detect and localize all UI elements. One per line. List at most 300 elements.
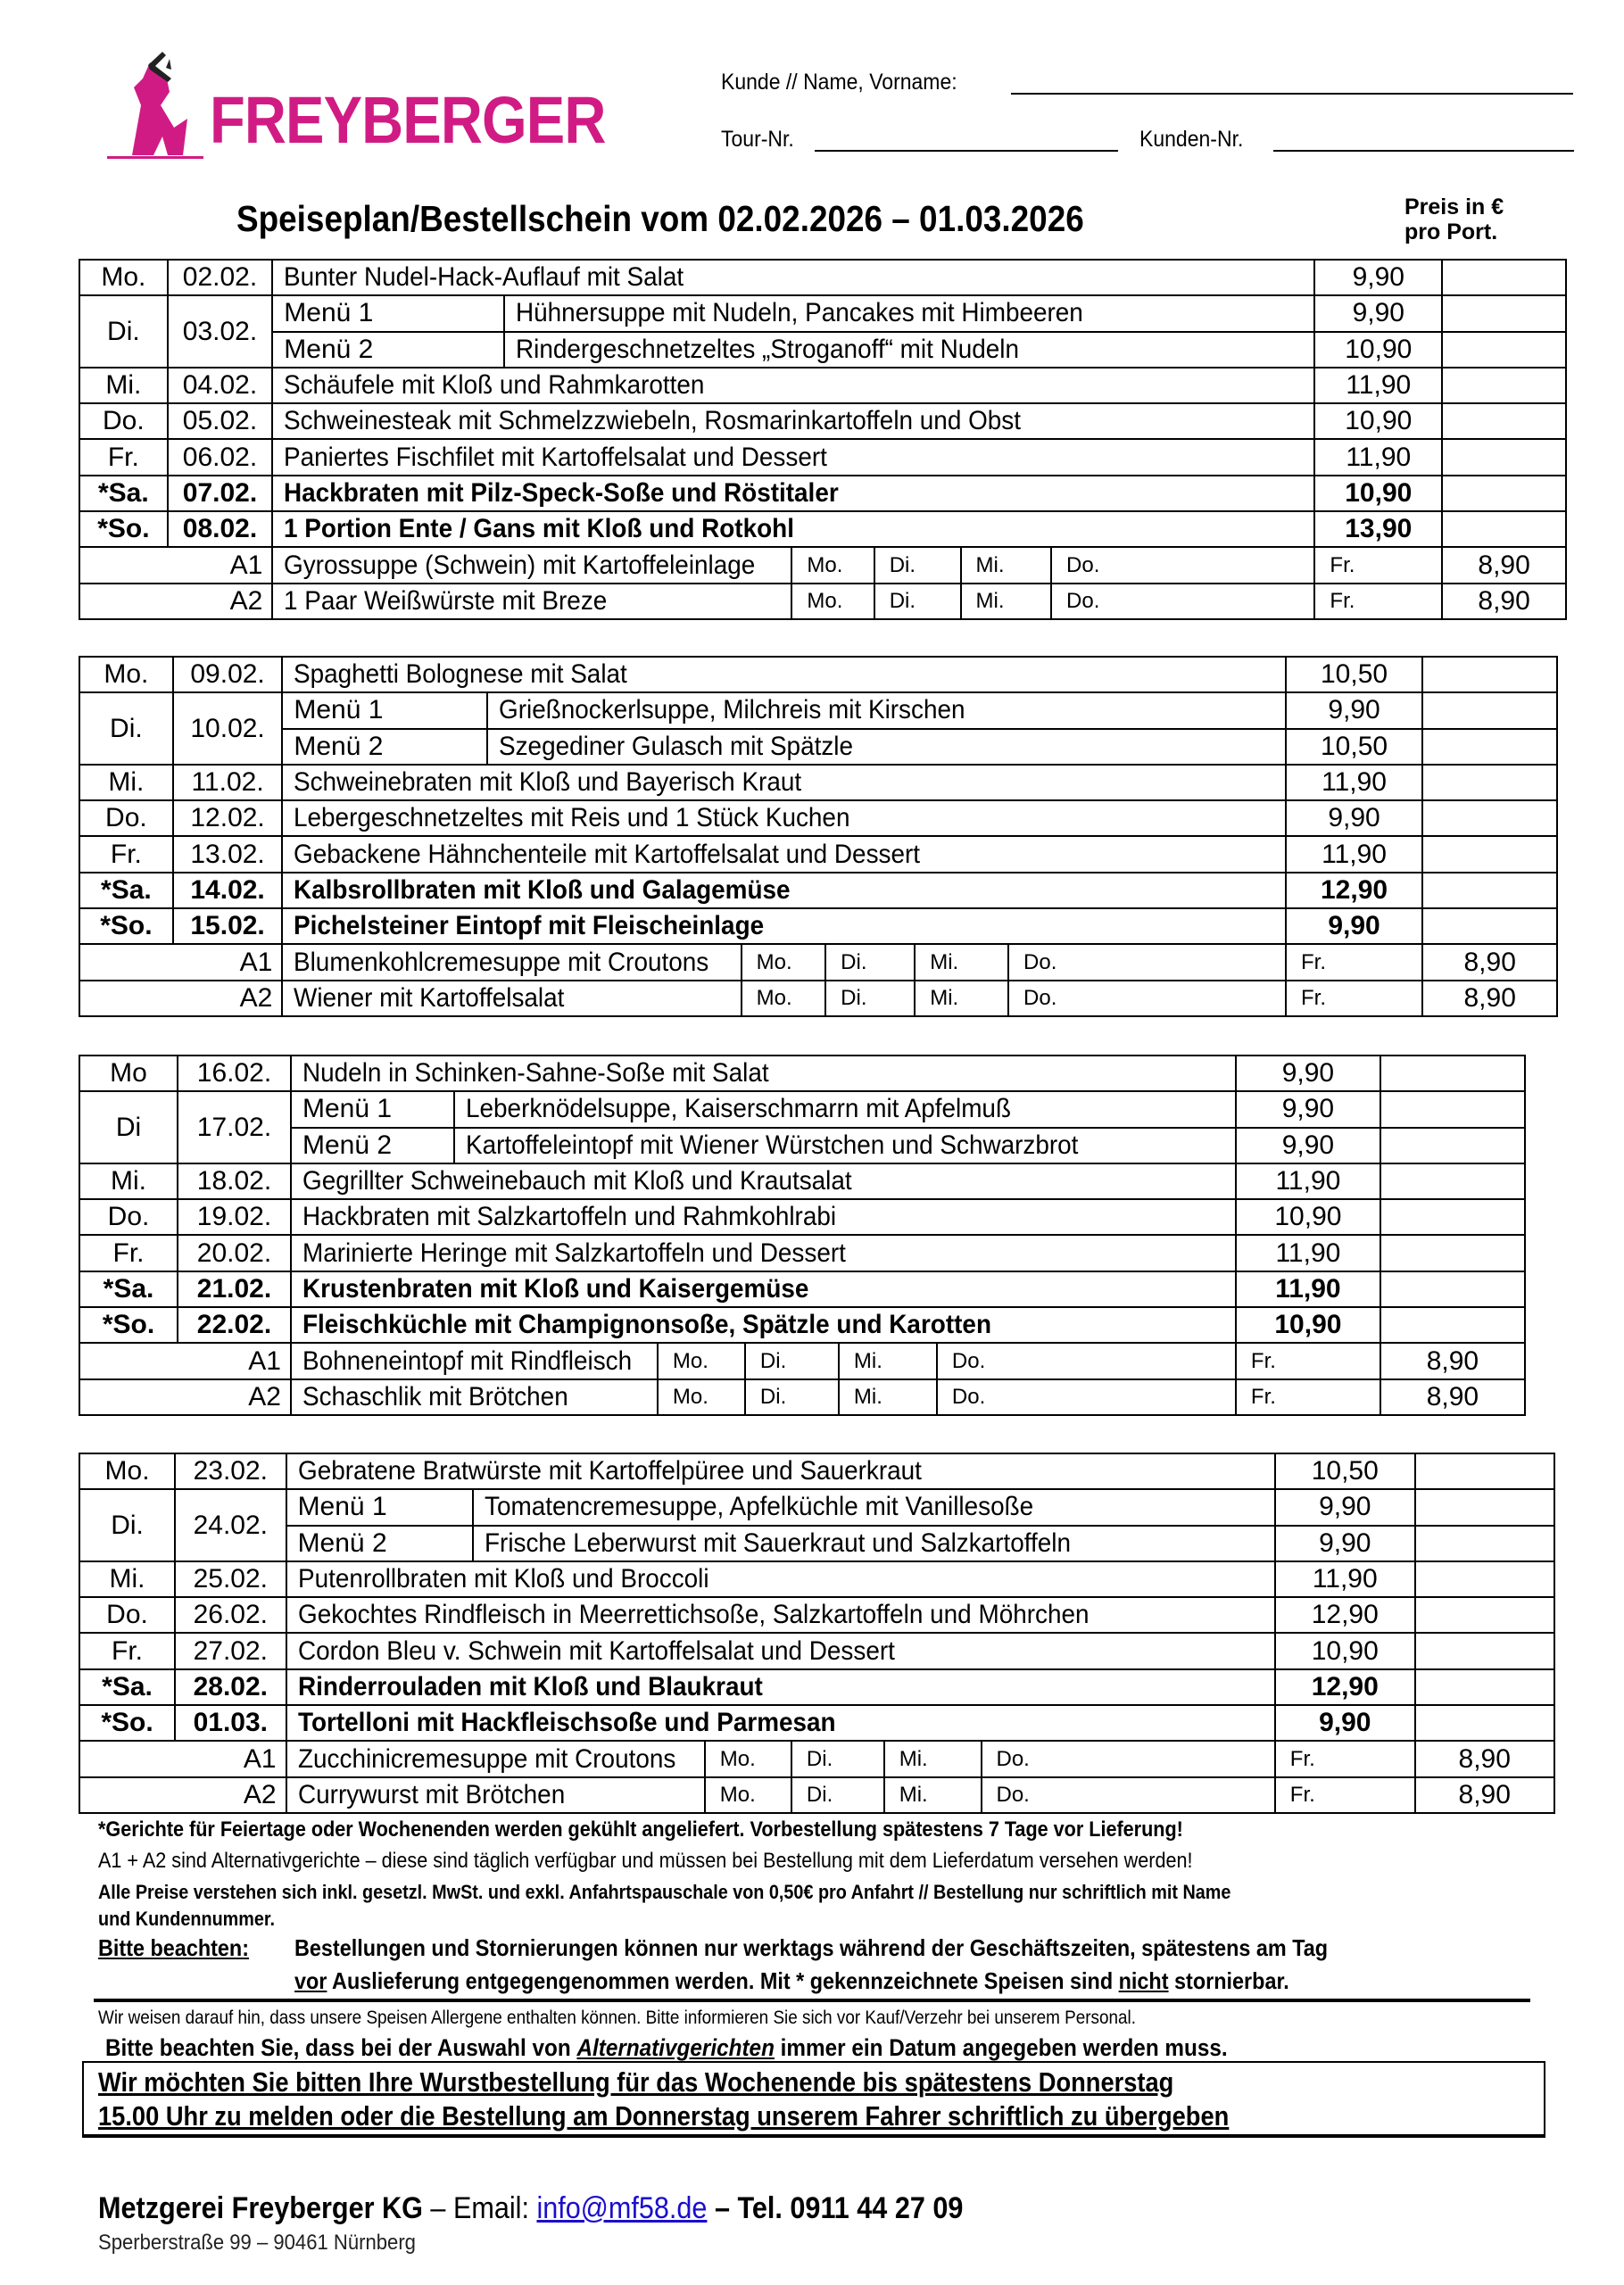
price-cell: 11,90 — [1314, 439, 1442, 475]
alternative-row — [79, 981, 1623, 1016]
price-cell: 8,90 — [1422, 981, 1557, 1016]
dish-cell — [282, 873, 1286, 908]
date-cell: 10.02. — [173, 692, 283, 765]
weekday-checkbox[interactable]: Do. — [1008, 944, 1286, 980]
menu-label: Menü 1 — [272, 295, 504, 331]
dish-text: Currywurst mit Brötchen — [297, 1779, 565, 1809]
alternative-dish — [286, 1777, 705, 1813]
quantity-field[interactable] — [1415, 1561, 1554, 1597]
weekday-checkbox[interactable]: Do. — [1051, 584, 1314, 619]
dish-text: Rindergeschnetzeltes „Stroganoff“ mit Nudeln — [515, 334, 1019, 364]
dish-cell — [454, 1091, 1236, 1127]
date-cell: 13.02. — [173, 836, 283, 872]
weekday-checkbox[interactable]: Mo. — [742, 944, 826, 980]
company-name: Metzgerei Freyberger KG — [98, 2191, 423, 2225]
dish-text: Schweinesteak mit Schmelzzwiebeln, Rosmarinkartoffeln und Obst — [284, 406, 1022, 436]
menu-row — [79, 729, 1623, 765]
day-cell: Do. — [79, 1597, 175, 1633]
quantity-field[interactable] — [1380, 1091, 1525, 1127]
weekday-checkbox[interactable]: Fr. — [1236, 1379, 1380, 1415]
brand-logo — [107, 52, 607, 163]
quantity-field[interactable] — [1380, 1271, 1525, 1307]
date-note-a: Bitte beachten Sie, dass bei der Auswahl von — [105, 2034, 577, 2061]
price-cell: 9,90 — [1286, 908, 1422, 944]
date-cell: 11.02. — [173, 765, 283, 800]
dish-cell — [291, 1271, 1236, 1307]
week-table — [79, 1055, 1599, 1416]
customer-name-label: Kunde // Name, Vorname: — [721, 70, 957, 95]
quantity-field[interactable] — [1442, 403, 1566, 439]
day-cell: Mo. — [79, 260, 168, 295]
day-cell: Mo. — [79, 657, 173, 692]
price-cell: 11,90 — [1314, 368, 1442, 403]
note-weekend: *Gerichte für Feiertage oder Wochenenden werden gekühlt angeliefert. Vorbestellung spätestens 7 Tage vor Lieferung! — [98, 1817, 1183, 1842]
price-cell: 11,90 — [1286, 765, 1422, 800]
attention-line2a: Auslieferung entgegengenommen werden. Mit * gekennzeichnete Speisen sind — [327, 1967, 1119, 1994]
date-cell: 19.02. — [178, 1199, 291, 1235]
dish-cell — [286, 1561, 1275, 1597]
dish-text: Spaghetti Bolognese mit Salat — [294, 659, 628, 690]
alternative-code: A1 — [79, 1343, 291, 1378]
weekday-checkbox[interactable]: Mo. — [791, 547, 874, 583]
quantity-field[interactable] — [1415, 1489, 1554, 1525]
footer-address: Sperberstraße 99 – 90461 Nürnberg — [98, 2231, 416, 2255]
weekday-checkbox[interactable]: Mi. — [961, 584, 1052, 619]
sausage-line2: 15.00 Uhr zu melden oder die Bestellung am Donnerstag unserem Fahrer schriftlich zu übergeben — [98, 2100, 1230, 2132]
bull-logo-icon — [107, 52, 205, 163]
dish-text: Schaschlik mit Brötchen — [302, 1381, 568, 1412]
price-cell: 8,90 — [1442, 547, 1566, 583]
empty-cell — [1554, 1741, 1623, 1776]
dish-cell — [473, 1526, 1275, 1561]
weekday-checkbox[interactable]: Fr. — [1314, 584, 1442, 619]
weekday-checkbox[interactable]: Di. — [874, 584, 961, 619]
day-cell: *So. — [79, 1307, 178, 1343]
weekday-checkbox[interactable]: Mo. — [658, 1379, 745, 1415]
day-row — [79, 1235, 1598, 1271]
date-cell: 14.02. — [173, 873, 283, 908]
date-cell: 08.02. — [168, 511, 273, 547]
day-row — [79, 439, 1623, 475]
price-cell: 9,90 — [1275, 1489, 1415, 1525]
day-row — [79, 800, 1623, 836]
quantity-field[interactable] — [1380, 1128, 1525, 1163]
dish-text: Leberknödelsuppe, Kaiserschmarrn mit Apfelmuß — [466, 1094, 1012, 1124]
empty-cell — [1566, 584, 1623, 619]
date-cell: 02.02. — [168, 260, 273, 295]
alternative-row — [79, 1379, 1598, 1415]
day-row — [79, 765, 1623, 800]
price-cell: 10,90 — [1275, 1633, 1415, 1668]
quantity-field[interactable] — [1415, 1453, 1554, 1489]
alternative-code: A1 — [79, 1741, 286, 1776]
price-cell: 8,90 — [1422, 944, 1557, 980]
quantity-field[interactable] — [1380, 1307, 1525, 1343]
quantity-field[interactable] — [1442, 439, 1566, 475]
date-cell: 21.02. — [178, 1271, 291, 1307]
dish-text: 1 Paar Weißwürste mit Breze — [284, 585, 608, 616]
price-cell: 10,90 — [1314, 476, 1442, 511]
quantity-field[interactable] — [1380, 1163, 1525, 1199]
alternative-dish — [272, 547, 791, 583]
day-row — [79, 1307, 1598, 1343]
dish-cell — [282, 800, 1286, 836]
date-cell: 09.02. — [173, 657, 283, 692]
dish-cell — [272, 439, 1314, 475]
price-cell: 8,90 — [1442, 584, 1566, 619]
date-cell: 27.02. — [175, 1633, 286, 1668]
day-row — [79, 1271, 1598, 1307]
quantity-field[interactable] — [1415, 1526, 1554, 1561]
empty-cell — [1525, 1379, 1598, 1415]
day-row — [79, 1453, 1623, 1489]
dish-text: Hackbraten mit Salzkartoffeln und Rahmkohlrabi — [302, 1202, 837, 1232]
dish-cell — [272, 403, 1314, 439]
alternative-row — [79, 584, 1623, 619]
weekday-checkbox[interactable]: Do. — [1051, 547, 1314, 583]
day-cell: Mo — [79, 1056, 178, 1091]
dish-text: Fleischküchle mit Champignonsoße, Spätzle und Karotten — [302, 1310, 992, 1340]
footer-contact — [98, 2191, 963, 2226]
weekday-checkbox[interactable]: Do. — [982, 1777, 1275, 1813]
menu-row — [79, 1128, 1598, 1163]
date-cell: 04.02. — [168, 368, 273, 403]
dish-text: Cordon Bleu v. Schwein mit Kartoffelsalat und Dessert — [297, 1635, 895, 1666]
weekday-checkbox[interactable]: Do. — [1008, 981, 1286, 1016]
day-cell: Mi. — [79, 368, 168, 403]
weekday-checkbox[interactable]: Mi. — [839, 1379, 937, 1415]
weekday-checkbox[interactable]: Mi. — [884, 1777, 982, 1813]
dish-text: Tortelloni mit Hackfleischsoße und Parmesan — [297, 1708, 836, 1738]
weekday-checkbox[interactable]: Mi. — [961, 547, 1052, 583]
day-row — [79, 1561, 1623, 1597]
price-cell: 10,50 — [1286, 657, 1422, 692]
price-cell: 8,90 — [1380, 1379, 1525, 1415]
dish-cell — [272, 511, 1314, 547]
day-cell: Fr. — [79, 836, 173, 872]
weekday-checkbox[interactable]: Mi. — [884, 1741, 982, 1776]
price-header-line1: Preis in € — [1404, 195, 1504, 219]
price-cell: 11,90 — [1286, 836, 1422, 872]
weekday-checkbox[interactable]: Mo. — [705, 1777, 791, 1813]
dish-cell — [286, 1633, 1275, 1668]
email-link[interactable]: info@mf58.de — [536, 2191, 708, 2225]
dish-text: Zucchinicremesuppe mit Croutons — [297, 1743, 675, 1774]
date-cell: 17.02. — [178, 1091, 291, 1163]
dish-cell — [286, 1597, 1275, 1633]
day-row — [79, 1705, 1623, 1741]
quantity-field[interactable] — [1422, 908, 1557, 944]
date-note-b: immer ein Datum angegeben werden muss. — [774, 2034, 1228, 2061]
price-cell: 12,90 — [1286, 873, 1422, 908]
day-row — [79, 836, 1623, 872]
alternative-code: A1 — [79, 547, 272, 583]
dish-text: Frische Leberwurst mit Sauerkraut und Salzkartoffeln — [484, 1527, 1071, 1558]
dish-text: Marinierte Heringe mit Salzkartoffeln und Dessert — [302, 1238, 846, 1268]
quantity-field[interactable] — [1442, 511, 1566, 547]
price-cell: 11,90 — [1236, 1271, 1380, 1307]
customer-number-field[interactable] — [1273, 150, 1574, 152]
dish-cell — [487, 692, 1286, 728]
menu-row — [79, 332, 1623, 368]
menu-label: Menü 1 — [282, 692, 486, 728]
date-cell: 22.02. — [178, 1307, 291, 1343]
quantity-field[interactable] — [1442, 368, 1566, 403]
sausage-order-notice — [82, 2061, 1545, 2138]
day-cell: Mi. — [79, 1561, 175, 1597]
dish-text: Gebratene Bratwürste mit Kartoffelpüree und Sauerkraut — [297, 1456, 922, 1486]
empty-cell — [1566, 547, 1623, 583]
dish-text: Bunter Nudel-Hack-Auflauf mit Salat — [284, 262, 684, 293]
price-cell: 9,90 — [1236, 1091, 1380, 1127]
date-cell: 15.02. — [173, 908, 283, 944]
quantity-field[interactable] — [1442, 476, 1566, 511]
date-cell: 12.02. — [173, 800, 283, 836]
price-cell: 9,90 — [1314, 260, 1442, 295]
weekday-checkbox[interactable]: Fr. — [1275, 1777, 1415, 1813]
quantity-field[interactable] — [1422, 800, 1557, 836]
day-cell: Mo. — [79, 1453, 175, 1489]
empty-cell — [1554, 1777, 1623, 1813]
day-row — [79, 476, 1623, 511]
weekday-checkbox[interactable]: Do. — [937, 1379, 1236, 1415]
day-cell: Fr. — [79, 439, 168, 475]
price-cell: 8,90 — [1415, 1777, 1554, 1813]
quantity-field[interactable] — [1442, 332, 1566, 368]
price-cell: 10,90 — [1314, 403, 1442, 439]
dish-cell — [272, 260, 1314, 295]
price-cell: 12,90 — [1275, 1597, 1415, 1633]
date-cell: 03.02. — [168, 295, 273, 368]
alternative-code: A2 — [79, 981, 282, 1016]
weekday-checkbox[interactable]: Fr. — [1314, 547, 1442, 583]
date-cell: 25.02. — [175, 1561, 286, 1597]
price-cell: 13,90 — [1314, 511, 1442, 547]
note-date-required — [105, 2034, 1228, 2062]
menu-row — [79, 1489, 1623, 1525]
price-cell: 10,90 — [1236, 1199, 1380, 1235]
weekday-checkbox[interactable]: Mi. — [915, 944, 1008, 980]
date-cell: 24.02. — [175, 1489, 286, 1561]
day-row — [79, 260, 1623, 295]
date-cell: 05.02. — [168, 403, 273, 439]
dish-cell — [291, 1307, 1236, 1343]
dish-text: Nudeln in Schinken-Sahne-Soße mit Salat — [302, 1058, 769, 1089]
empty-cell — [1557, 981, 1623, 1016]
day-row — [79, 511, 1623, 547]
day-cell: Di — [79, 1091, 178, 1163]
quantity-field[interactable] — [1442, 260, 1566, 295]
brand-name: FREYBERGER — [210, 83, 606, 157]
quantity-field[interactable] — [1380, 1056, 1525, 1091]
date-cell: 06.02. — [168, 439, 273, 475]
weekday-checkbox[interactable]: Do. — [982, 1741, 1275, 1776]
dish-text: Schäufele mit Kloß und Rahmkarotten — [284, 370, 705, 401]
weekday-checkbox[interactable]: Fr. — [1286, 944, 1422, 980]
dish-cell — [282, 908, 1286, 944]
alternative-row — [79, 1343, 1598, 1378]
attention-label-text: Bitte beachten: — [98, 1934, 250, 1961]
price-cell: 9,90 — [1236, 1056, 1380, 1091]
day-cell: Di. — [79, 1489, 175, 1561]
date-cell: 18.02. — [178, 1163, 291, 1199]
dish-cell — [282, 836, 1286, 872]
weekday-checkbox[interactable]: Mo. — [705, 1741, 791, 1776]
dish-cell — [286, 1669, 1275, 1705]
dish-cell — [454, 1128, 1236, 1163]
weekday-checkbox[interactable]: Di. — [745, 1343, 839, 1378]
menu-row — [79, 295, 1623, 331]
quantity-field[interactable] — [1422, 765, 1557, 800]
dish-cell — [291, 1056, 1236, 1091]
day-cell: Mi. — [79, 1163, 178, 1199]
weekday-checkbox[interactable]: Mi. — [915, 981, 1008, 1016]
dish-text: Rinderrouladen mit Kloß und Blaukraut — [297, 1671, 763, 1701]
dish-cell — [291, 1235, 1236, 1271]
day-row — [79, 873, 1623, 908]
alternative-row — [79, 547, 1623, 583]
price-cell: 10,50 — [1275, 1453, 1415, 1489]
quantity-field[interactable] — [1415, 1633, 1554, 1668]
dish-text: Pichelsteiner Eintopf mit Fleischeinlage — [294, 911, 765, 941]
note-allergens: Wir weisen darauf hin, dass unsere Speisen Allergene enthalten können. Bitte informieren Sie sich vor Kauf/Verzehr bei unserem Personal. — [98, 2008, 1136, 2028]
weekday-checkbox[interactable]: Fr. — [1286, 981, 1422, 1016]
attention-line2b: stornierbar. — [1168, 1967, 1289, 1994]
day-cell: *Sa. — [79, 873, 173, 908]
day-cell: Mi. — [79, 765, 173, 800]
quantity-field[interactable] — [1415, 1597, 1554, 1633]
quantity-field[interactable] — [1422, 729, 1557, 765]
tour-number-field[interactable] — [815, 150, 1118, 152]
attention-label — [98, 1934, 249, 1962]
alternative-dish — [291, 1379, 658, 1415]
alternative-row — [79, 944, 1623, 980]
date-note-em: Alternativgerichten — [576, 2034, 775, 2061]
menu-label: Menü 2 — [286, 1526, 473, 1561]
attention-line1: Bestellungen und Stornierungen können nur werktags während der Geschäftszeiten, spätestens am Tag — [294, 1934, 1329, 1961]
day-row — [79, 403, 1623, 439]
day-cell: Di. — [79, 692, 173, 765]
week-table — [79, 656, 1624, 1017]
quantity-field[interactable] — [1422, 873, 1557, 908]
quantity-field[interactable] — [1422, 657, 1557, 692]
dish-cell — [504, 332, 1315, 368]
date-cell: 26.02. — [175, 1597, 286, 1633]
quantity-field[interactable] — [1422, 692, 1557, 728]
price-cell: 12,90 — [1275, 1669, 1415, 1705]
dish-text: Grießnockerlsuppe, Milchreis mit Kirschen — [498, 695, 965, 725]
date-cell: 20.02. — [178, 1235, 291, 1271]
weekday-checkbox[interactable]: Di. — [791, 1741, 884, 1776]
quantity-field[interactable] — [1422, 836, 1557, 872]
weekday-checkbox[interactable]: Di. — [825, 944, 915, 980]
quantity-field[interactable] — [1380, 1199, 1525, 1235]
alternative-dish — [286, 1741, 705, 1776]
day-cell: Do. — [79, 1199, 178, 1235]
attention-nicht: nicht — [1118, 1967, 1169, 1994]
day-cell: Di. — [79, 295, 168, 368]
dish-text: Szegediner Gulasch mit Spätzle — [498, 731, 853, 761]
dish-text: Schweinebraten mit Kloß und Bayerisch Kraut — [294, 767, 802, 798]
price-cell: 9,90 — [1275, 1705, 1415, 1741]
dish-text: Kalbsrollbraten mit Kloß und Galagemüse — [294, 874, 791, 905]
weekday-checkbox[interactable]: Mo. — [658, 1343, 745, 1378]
dish-text: 1 Portion Ente / Gans mit Kloß und Rotkohl — [284, 514, 795, 544]
menu-label: Menü 1 — [291, 1091, 454, 1127]
week-table — [79, 1453, 1624, 1814]
weekday-checkbox[interactable]: Di. — [791, 1777, 884, 1813]
date-cell: 01.03. — [175, 1705, 286, 1741]
price-cell: 9,90 — [1236, 1128, 1380, 1163]
dish-text: Gekochtes Rindfleisch in Meerrettichsoße, Salzkartoffeln und Möhrchen — [297, 1600, 1090, 1630]
quantity-field[interactable] — [1415, 1705, 1554, 1741]
day-row — [79, 1163, 1598, 1199]
weekday-checkbox[interactable]: Fr. — [1275, 1741, 1415, 1776]
menu-label: Menü 2 — [272, 332, 504, 368]
alternative-code: A1 — [79, 944, 282, 980]
dish-text: Paniertes Fischfilet mit Kartoffelsalat und Dessert — [284, 442, 828, 472]
weekday-checkbox[interactable]: Mo. — [791, 584, 874, 619]
page-title: Speiseplan/Bestellschein vom 02.02.2026 – 01.03.2026 — [236, 198, 1084, 239]
day-row — [79, 1056, 1598, 1091]
dish-text: Kartoffeleintopf mit Wiener Würstchen und Schwarzbrot — [466, 1130, 1079, 1160]
customer-name-field[interactable] — [1011, 93, 1573, 95]
dish-cell — [286, 1453, 1275, 1489]
menu-label: Menü 2 — [282, 729, 486, 765]
alternative-code: A2 — [79, 584, 272, 619]
dish-cell — [272, 368, 1314, 403]
weekday-checkbox[interactable]: Mi. — [839, 1343, 937, 1378]
quantity-field[interactable] — [1442, 295, 1566, 331]
quantity-field[interactable] — [1380, 1235, 1525, 1271]
empty-cell — [1525, 1343, 1598, 1378]
price-cell: 10,90 — [1236, 1307, 1380, 1343]
alternative-dish — [272, 584, 791, 619]
quantity-field[interactable] — [1415, 1669, 1554, 1705]
weekday-checkbox[interactable]: Di. — [825, 981, 915, 1016]
dish-text: Gyrossuppe (Schwein) mit Kartoffeleinlage — [284, 550, 756, 580]
price-cell: 9,90 — [1286, 692, 1422, 728]
alternative-code: A2 — [79, 1379, 291, 1415]
alternative-row — [79, 1741, 1623, 1776]
menu-label: Menü 2 — [291, 1128, 454, 1163]
menu-label: Menü 1 — [286, 1489, 473, 1525]
day-cell: *Sa. — [79, 1271, 178, 1307]
day-cell: Fr. — [79, 1235, 178, 1271]
weekday-checkbox[interactable]: Fr. — [1236, 1343, 1380, 1378]
day-row — [79, 1633, 1623, 1668]
day-cell: Do. — [79, 800, 173, 836]
date-cell: 28.02. — [175, 1669, 286, 1705]
day-row — [79, 368, 1623, 403]
price-cell: 11,90 — [1236, 1163, 1380, 1199]
alternative-dish — [282, 981, 741, 1016]
weekday-checkbox[interactable]: Mo. — [742, 981, 826, 1016]
customer-number-label: Kunden-Nr. — [1139, 127, 1244, 152]
week-table — [79, 259, 1624, 620]
day-cell: *So. — [79, 511, 168, 547]
price-column-header — [1404, 195, 1504, 244]
weekday-checkbox[interactable]: Do. — [937, 1343, 1236, 1378]
price-cell: 10,90 — [1314, 332, 1442, 368]
day-cell: *So. — [79, 1705, 175, 1741]
menu-row — [79, 692, 1623, 728]
weekday-checkbox[interactable]: Di. — [874, 547, 961, 583]
date-cell: 07.02. — [168, 476, 273, 511]
dish-cell — [504, 295, 1315, 331]
weekday-checkbox[interactable]: Di. — [745, 1379, 839, 1415]
tour-number-label: Tour-Nr. — [721, 127, 794, 152]
